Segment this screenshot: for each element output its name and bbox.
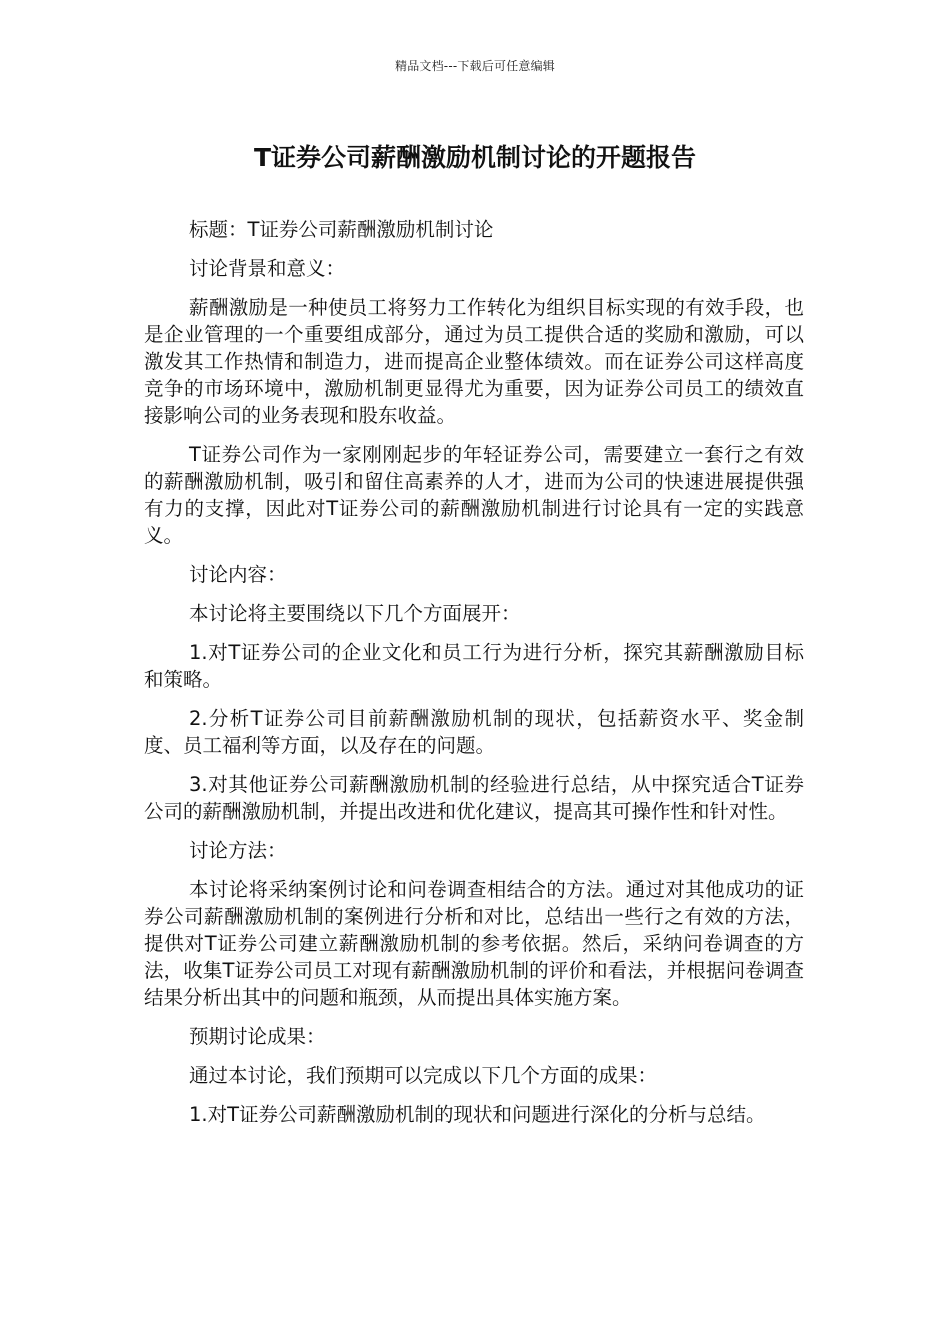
document-title: T证券公司薪酬激励机制讨论的开题报告 xyxy=(253,143,697,172)
paragraph-background-2: T证券公司作为一家刚刚起步的年轻证券公司，需要建立一套行之有效的薪酬激励机制，吸引和留住高素养的人才，进而为公司的快速进展提供强有力的支撑，因此对T证券公司的薪酬激励机制进行讨论具有一定的实践意义。 xyxy=(144,443,804,547)
document-body xyxy=(144,216,804,1140)
paragraph-background-1: 薪酬激励是一种使员工将努力工作转化为组织目标实现的有效手段，也是企业管理的一个重要组成部分，通过为员工提供合适的奖励和激励，可以激发其工作热情和制造力，进而提高企业整体绩效。而在证券公司这样高度竞争的市场环境中，激励机制更显得尤为重要，因为证券公司员工的绩效直接影响公司的业务表现和股东收益。 xyxy=(144,296,804,427)
heading-expected-results: 预期讨论成果： xyxy=(189,1025,326,1048)
heading-background: 讨论背景和意义： xyxy=(189,257,346,280)
list-item-content-3: 3.对其他证券公司薪酬激励机制的经验进行总结，从中探究适合T证券公司的薪酬激励机制，并提出改进和优化建议，提高其可操作性和针对性。 xyxy=(144,773,804,823)
heading-method: 讨论方法： xyxy=(189,839,287,862)
header-note: 精品文档---下载后可任意编辑 xyxy=(395,59,555,73)
list-item-expected-1: 1.对T证券公司薪酬激励机制的现状和问题进行深化的分析与总结。 xyxy=(189,1103,766,1126)
paragraph-expected-intro: 通过本讨论，我们预期可以完成以下几个方面的成果： xyxy=(189,1064,658,1087)
heading-content: 讨论内容： xyxy=(189,563,287,586)
paragraph-method: 本讨论将采纳案例讨论和问卷调查相结合的方法。通过对其他成功的证券公司薪酬激励机制的案例进行分析和对比，总结出一些行之有效的方法，提供对T证券公司建立薪酬激励机制的参考依据。然后，采纳问卷调查的方法，收集T证券公司员工对现有薪酬激励机制的评价和看法，并根据问卷调查结果分析出其中的问题和瓶颈，从而提出具体实施方案。 xyxy=(144,878,804,1009)
paragraph-subject: 标题：T证券公司薪酬激励机制讨论 xyxy=(189,218,494,241)
paragraph-content-intro: 本讨论将主要围绕以下几个方面展开： xyxy=(189,602,521,625)
list-item-content-1: 1.对T证券公司的企业文化和员工行为进行分析，探究其薪酬激励目标和策略。 xyxy=(144,641,804,691)
list-item-content-2: 2.分析T证券公司目前薪酬激励机制的现状，包括薪资水平、奖金制度、员工福利等方面，以及存在的问题。 xyxy=(144,707,804,757)
